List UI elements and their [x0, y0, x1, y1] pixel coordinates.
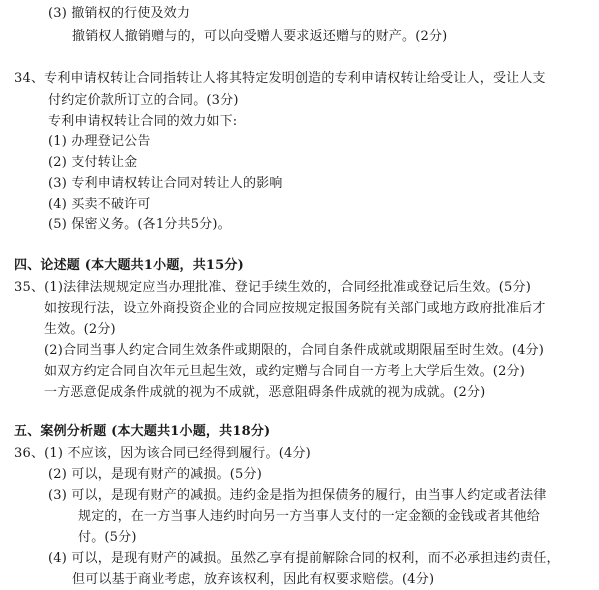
q34-item-2: (2) 支付转让金	[48, 155, 138, 170]
q34-line-1: 34、专利申请权转让合同指转让人将其特定发明创造的专利申请权转让给受让人，受让人支	[14, 71, 546, 86]
q34-item-5: (5) 保密义务。(各1分共5分)。	[48, 217, 231, 232]
q35-line-4: (2)合同当事人约定合同生效条件或期限的，合同自条件成就或期限届至时生效。(4分)	[44, 343, 545, 358]
q36-line-3: (3) 可以，是现有财产的减损。违约金是指为担保债务的履行，由当事人约定或者法律	[48, 488, 547, 503]
q34-item-3: (3) 专利申请权转让合同对转让人的影响	[48, 176, 283, 191]
q36-line-4: 规定的，在一方当事人违约时向另一方当事人支付的一定金额的金钱或者其他给	[78, 509, 541, 524]
q36-line-5: 付。(5分)	[78, 530, 137, 545]
q34-line-2: 付约定价款所订立的合同。(3分)	[48, 93, 239, 108]
revocation-effect-heading: (3) 撤销权的行使及效力	[48, 6, 191, 21]
revocation-effect-text: 撤销权人撤销赠与的，可以向受赠人要求返还赠与的财产。(2分)	[72, 29, 448, 44]
section-5-header: 五、案例分析题 (本大题共1小题，共18分)	[14, 424, 271, 439]
q36-line-1: 36、(1) 不应该，因为该合同已经得到履行。(4分)	[14, 446, 311, 461]
q34-item-4: (4) 买卖不破许可	[48, 197, 151, 212]
q35-line-2: 如按现行法，设立外商投资企业的合同应按规定报国务院有关部门或地方政府批准后才	[44, 301, 546, 316]
section-4-header: 四、论述题 (本大题共1小题，共15分)	[14, 258, 244, 273]
q35-line-6: 一方恶意促成条件成就的视为不成就，恶意阻碍条件成就的视为成就。(2分)	[44, 385, 486, 400]
q34-item-1: (1) 办理登记公告	[48, 134, 151, 149]
q35-line-3: 生效。(2分)	[44, 322, 116, 337]
q35-line-5: 如双方约定合同自次年元旦起生效，或约定赠与合同自一方考上大学后生效。(2分)	[44, 364, 526, 379]
q36-line-2: (2) 可以，是现有财产的减损。(5分)	[48, 467, 262, 482]
q35-line-1: 35、(1)法律法规规定应当办理批准、登记手续生效的，合同经批准或登记后生效。(5分)	[14, 280, 531, 295]
q34-effects-intro: 专利申请权转让合同的效力如下:	[48, 114, 238, 129]
q36-line-7: 但可以基于商业考虑，放弃该权利，因此有权要求赔偿。(4分)	[72, 572, 435, 587]
q36-line-6: (4) 可以，是现有财产的减损。虽然乙享有提前解除合同的权利，而不必承担违约责任，	[48, 551, 560, 566]
